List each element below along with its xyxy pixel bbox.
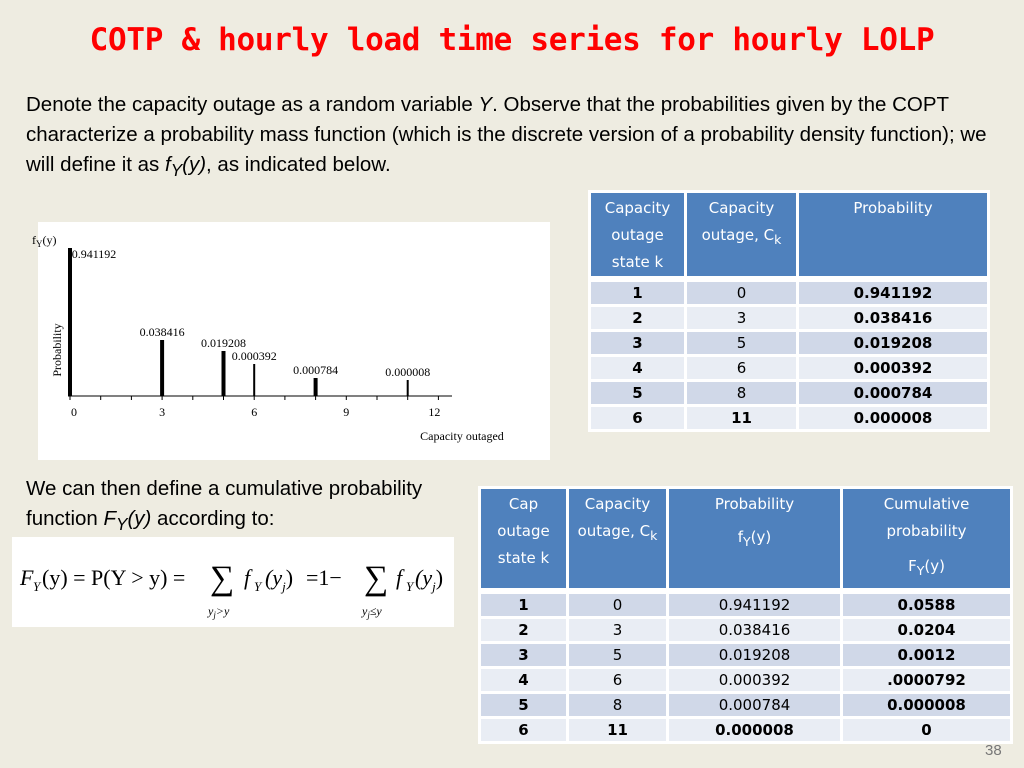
copt-cell: 11 bbox=[686, 406, 798, 431]
cum-cell: 4 bbox=[480, 668, 568, 693]
intro-text-1: Denote the capacity outage as a random variable bbox=[26, 93, 479, 116]
intro-fy bbox=[165, 153, 207, 181]
pmf-chart-svg bbox=[32, 222, 550, 460]
bars-group bbox=[68, 247, 430, 396]
cum-cell: 5 bbox=[480, 693, 568, 718]
cum-row bbox=[480, 618, 1012, 643]
copt-cell: 3 bbox=[590, 331, 686, 356]
cum-header-capacity bbox=[568, 488, 668, 592]
cum-text-1: We can then define a cumulative probability function bbox=[26, 477, 423, 530]
cum-header-state: Cap outage state k bbox=[480, 488, 568, 592]
cum-cell: 0.019208 bbox=[668, 643, 842, 668]
cum-header-cumulative-fy: $F_Y(y)$ bbox=[908, 557, 945, 578]
x-tick-label: 6 bbox=[251, 405, 258, 419]
formula-arg-2: $(y_j)$ bbox=[415, 565, 444, 594]
fy-axis-label: $f_Y(y)$ bbox=[32, 233, 57, 249]
cum-header-probability bbox=[668, 488, 842, 592]
pmf-bar bbox=[253, 364, 255, 396]
intro-paragraph bbox=[26, 90, 1001, 186]
cum-row bbox=[480, 718, 1012, 743]
copt-row bbox=[590, 381, 989, 406]
copt-cell: 6 bbox=[686, 356, 798, 381]
cum-header-capacity-text: Capacity outage, C bbox=[577, 495, 651, 540]
formula-part1: (y) = P(Y > y) = bbox=[42, 565, 186, 590]
pmf-bar bbox=[68, 248, 72, 396]
copt-header-capacity-text: Capacity outage, C bbox=[701, 199, 775, 244]
copt-header-capacity bbox=[686, 192, 798, 280]
formula-cond-1: $y_j>y$ bbox=[208, 604, 230, 620]
formula-eq2: =1− bbox=[306, 565, 342, 590]
cdf-formula-svg bbox=[12, 537, 454, 627]
formula-lhs-sub: Y bbox=[33, 579, 41, 594]
formula-f-1: f bbox=[244, 565, 251, 590]
bar-value-label: 0.000008 bbox=[385, 365, 431, 379]
cum-cell: 0.0588 bbox=[842, 591, 1012, 618]
cumulative-paragraph bbox=[26, 474, 466, 540]
cum-cell: 11 bbox=[568, 718, 668, 743]
cum-cell: 3 bbox=[480, 643, 568, 668]
cum-cell: 0.000008 bbox=[842, 693, 1012, 718]
copt-header-state: Capacity outage state k bbox=[590, 192, 686, 280]
formula-arg-1: $(y_j)$ bbox=[265, 565, 294, 594]
formula-lhs: F bbox=[20, 565, 34, 590]
copt-cell: 0.941192 bbox=[798, 279, 989, 306]
cum-arg: (y) bbox=[127, 507, 152, 530]
x-axis-label: Capacity outaged bbox=[420, 429, 504, 443]
cum-row bbox=[480, 643, 1012, 668]
pmf-chart bbox=[32, 222, 550, 460]
copt-row bbox=[590, 306, 989, 331]
formula-f-1-sub: Y bbox=[254, 579, 262, 594]
pmf-bar bbox=[160, 340, 164, 396]
cum-cell: 0 bbox=[842, 718, 1012, 743]
y-axis-label: Probability bbox=[50, 323, 64, 377]
formula-sum-1: ∑ bbox=[210, 560, 235, 597]
cum-cell: 0.941192 bbox=[668, 591, 842, 618]
copt-row bbox=[590, 279, 989, 306]
pmf-bar bbox=[407, 380, 409, 396]
copt-cell: 0.019208 bbox=[798, 331, 989, 356]
intro-arg: (y) bbox=[182, 153, 207, 176]
cum-sub: Y bbox=[116, 515, 128, 535]
pmf-bar bbox=[314, 378, 318, 396]
cum-cell: 6 bbox=[480, 718, 568, 743]
formula-f-2: f bbox=[396, 565, 403, 590]
copt-cell: 5 bbox=[686, 331, 798, 356]
formula-sum-2: ∑ bbox=[364, 560, 389, 597]
cum-header-probability-fy: $f_Y(y)$ bbox=[737, 528, 772, 549]
cum-header-cumulative bbox=[842, 488, 1012, 592]
copt-cell: 1 bbox=[590, 279, 686, 306]
x-tick-label: 0 bbox=[71, 405, 77, 419]
cum-F: F bbox=[103, 507, 117, 530]
cum-header-capacity-sub: k bbox=[650, 528, 658, 543]
copt-row bbox=[590, 406, 989, 431]
formula-cond-2: $y_j\le y$ bbox=[362, 604, 382, 620]
cum-cell: 0.000392 bbox=[668, 668, 842, 693]
cum-header-cumulative-text: Cumulative probability bbox=[883, 495, 970, 540]
cdf-formula bbox=[12, 537, 454, 627]
copt-cell: 6 bbox=[590, 406, 686, 431]
copt-cell: 4 bbox=[590, 356, 686, 381]
cum-cell: 0.038416 bbox=[668, 618, 842, 643]
x-tick-label: 9 bbox=[343, 405, 350, 419]
cum-cell: 8 bbox=[568, 693, 668, 718]
cum-row bbox=[480, 693, 1012, 718]
copt-cell: 5 bbox=[590, 381, 686, 406]
x-tick-label: 12 bbox=[428, 405, 441, 419]
cum-fy bbox=[103, 507, 152, 535]
cum-row bbox=[480, 668, 1012, 693]
intro-f: f bbox=[165, 153, 171, 176]
cum-cell: 6 bbox=[568, 668, 668, 693]
page-number: 38 bbox=[985, 742, 1002, 759]
intro-var-y: Y bbox=[478, 93, 493, 116]
bar-value-label: 0.000784 bbox=[293, 363, 339, 377]
cum-header-row bbox=[480, 488, 1012, 592]
copt-cell: 0.000784 bbox=[798, 381, 989, 406]
copt-cell: 0.000008 bbox=[798, 406, 989, 431]
copt-cell: 8 bbox=[686, 381, 798, 406]
bar-value-label: 0.038416 bbox=[139, 325, 185, 339]
cum-text-2: according to: bbox=[151, 507, 275, 530]
x-axis-ticks bbox=[70, 396, 440, 419]
copt-row bbox=[590, 356, 989, 381]
cum-cell: 2 bbox=[480, 618, 568, 643]
intro-sub: Y bbox=[170, 161, 183, 181]
bar-value-label: 0.019208 bbox=[201, 336, 246, 350]
bar-value-label: 0.000392 bbox=[231, 349, 277, 363]
cum-cell: 0.000008 bbox=[668, 718, 842, 743]
pmf-bar bbox=[222, 351, 226, 396]
copt-header-row bbox=[590, 192, 989, 280]
copt-row bbox=[590, 331, 989, 356]
x-tick-label: 3 bbox=[159, 405, 166, 419]
copt-cell: 3 bbox=[686, 306, 798, 331]
cum-cell: 0.0204 bbox=[842, 618, 1012, 643]
cum-cell: 5 bbox=[568, 643, 668, 668]
cum-cell: 0 bbox=[568, 591, 668, 618]
cumulative-table bbox=[478, 486, 1013, 744]
copt-cell: 0.038416 bbox=[798, 306, 989, 331]
formula-f-2-sub: Y bbox=[406, 579, 414, 594]
cum-cell: 1 bbox=[480, 591, 568, 618]
intro-text-2: . Observe that the probabilities given by the COPT characterize a probability mass function (which is the discrete version of a probability density function); we will define it as bbox=[26, 93, 987, 176]
copt-cell: 0 bbox=[686, 279, 798, 306]
copt-cell: 0.000392 bbox=[798, 356, 989, 381]
cum-header-probability-text: Probability bbox=[714, 495, 795, 513]
cum-cell: 0.000784 bbox=[668, 693, 842, 718]
cum-cell: .0000792 bbox=[842, 668, 1012, 693]
slide-title: COTP & hourly load time series for hourly LOLP bbox=[89, 22, 935, 58]
copt-cell: 2 bbox=[590, 306, 686, 331]
copt-header-capacity-sub: k bbox=[774, 232, 782, 247]
intro-text-3: , as indicated below. bbox=[206, 153, 391, 176]
copt-header-probability: Probability bbox=[798, 192, 989, 280]
bar-value-label: 0.941192 bbox=[71, 247, 117, 261]
copt-table bbox=[588, 190, 990, 432]
cum-cell: 0.0012 bbox=[842, 643, 1012, 668]
cum-cell: 3 bbox=[568, 618, 668, 643]
cum-row bbox=[480, 591, 1012, 618]
